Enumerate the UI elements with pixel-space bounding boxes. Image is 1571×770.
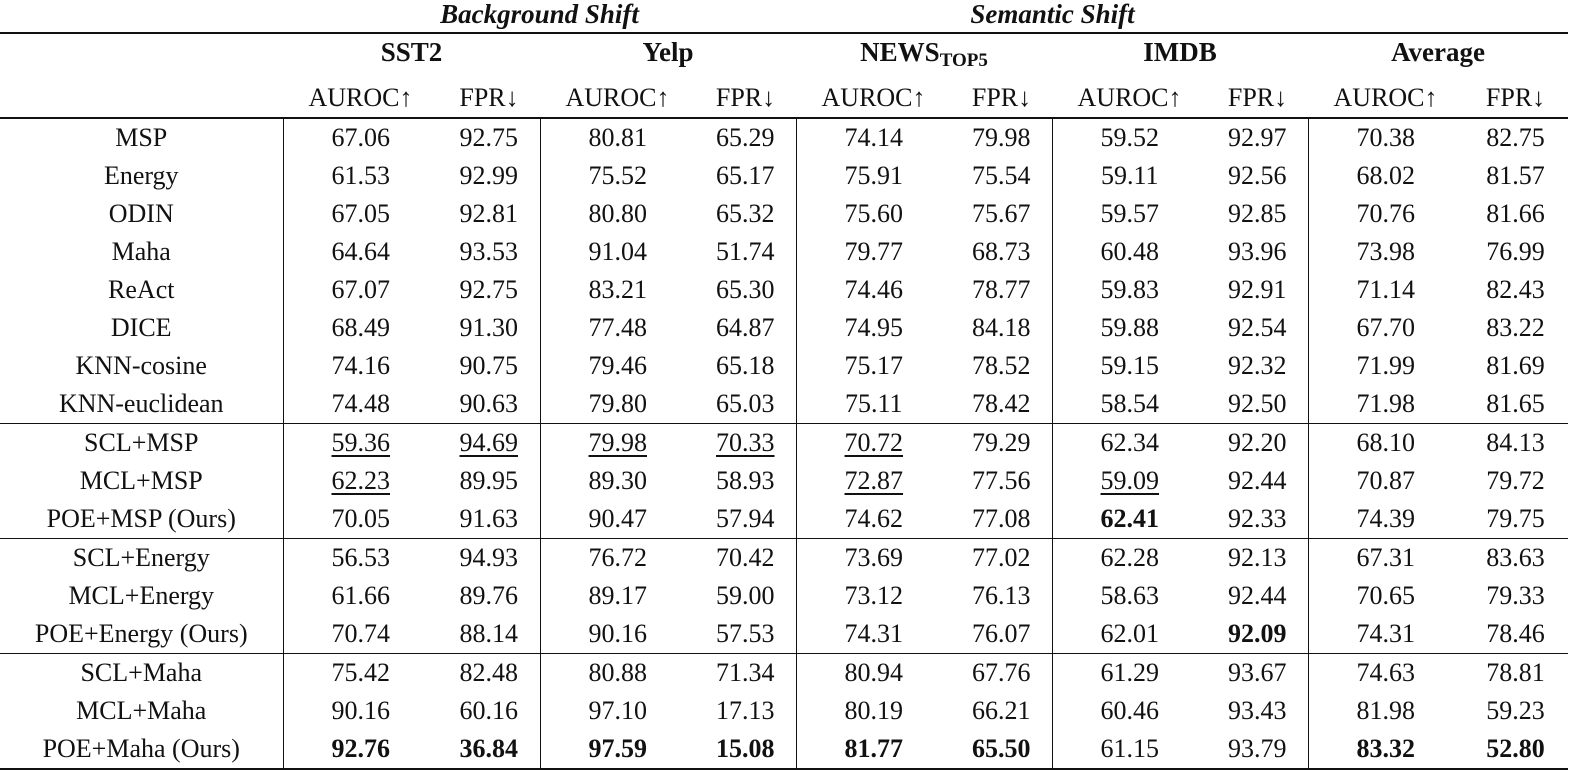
value-cell: 74.95 [796, 309, 951, 347]
value-cell: 91.04 [540, 233, 695, 271]
value-cell: 73.12 [796, 577, 951, 615]
semantic-shift-header: Semantic Shift [970, 0, 1135, 29]
value-cell: 59.83 [1052, 271, 1207, 309]
table-row [0, 615, 1568, 654]
value-cell: 75.17 [796, 347, 951, 385]
value-cell: 62.34 [1052, 424, 1207, 463]
corner-cell [0, 33, 283, 79]
metric-header-auroc: AUROC↑ [821, 83, 926, 112]
value-cell: 92.20 [1207, 424, 1308, 463]
value-cell: 67.05 [283, 195, 438, 233]
value-cell: 68.73 [972, 237, 1031, 266]
value-cell: 81.66 [1486, 199, 1545, 228]
value-cell: 15.08 [695, 730, 796, 769]
value-cell: 70.72 [796, 424, 951, 463]
value-cell: 81.57 [1486, 161, 1545, 190]
dataset-header-yelp: Yelp [540, 33, 796, 79]
value-cell: 82.48 [438, 654, 540, 693]
value-cell: 62.01 [1052, 615, 1207, 654]
value-cell: 62.28 [1052, 539, 1207, 578]
table-row [0, 118, 1568, 157]
value-cell: 77.02 [951, 539, 1052, 578]
method-name: KNN-euclidean [58, 389, 224, 418]
value-cell: 82.43 [1486, 275, 1545, 304]
value-cell: 75.91 [796, 157, 951, 195]
value-cell: 58.54 [1052, 385, 1207, 424]
value-cell: 82.75 [1463, 118, 1568, 157]
dataset-header-news: $NEWS_{TOP5}$ [796, 33, 1052, 79]
value-cell: 93.96 [1228, 237, 1287, 266]
value-cell: 92.85 [1228, 199, 1287, 228]
value-cell: 59.23 [1486, 696, 1545, 725]
value-cell: 68.49 [283, 309, 438, 347]
value-cell: 78.77 [972, 275, 1031, 304]
value-cell: 65.03 [716, 389, 775, 418]
value-cell: 70.65 [1308, 577, 1463, 615]
value-cell: 81.69 [1486, 351, 1545, 380]
value-cell: 66.21 [972, 696, 1031, 725]
value-cell: 65.17 [716, 161, 775, 190]
value-cell: 75.67 [972, 199, 1031, 228]
method-name: SCL+Maha [0, 654, 283, 693]
value-cell: 78.46 [1486, 619, 1545, 648]
value-cell: 61.53 [283, 157, 438, 195]
value-cell: 79.72 [1486, 466, 1545, 495]
value-cell: 59.09 [1052, 462, 1207, 500]
results-table [0, 32, 1568, 770]
table-row [0, 309, 1568, 347]
value-cell: 71.98 [1308, 385, 1463, 424]
background-shift-header: Background Shift [440, 0, 639, 29]
method-name: POE+MSP (Ours) [46, 504, 236, 533]
value-cell: 78.81 [1463, 654, 1568, 693]
method-name: MCL+Energy [68, 581, 215, 610]
value-cell: 84.18 [972, 313, 1031, 342]
value-cell: 92.32 [1228, 351, 1287, 380]
value-cell: 92.76 [283, 730, 438, 769]
value-cell: 59.36 [283, 424, 438, 463]
value-cell: 65.29 [695, 118, 796, 157]
value-cell: 61.66 [283, 577, 438, 615]
value-cell: 74.16 [283, 347, 438, 385]
value-cell: 84.13 [1463, 424, 1568, 463]
value-cell: 59.11 [1052, 157, 1207, 195]
metric-header-fpr: FPR↓ [715, 83, 776, 112]
value-cell: 59.15 [1052, 347, 1207, 385]
value-cell: 91.30 [459, 313, 518, 342]
value-cell: 80.81 [540, 118, 695, 157]
table-row [0, 385, 1568, 424]
table-row [0, 462, 1568, 500]
value-cell: 81.98 [1308, 692, 1463, 730]
value-cell: 92.99 [459, 161, 518, 190]
value-cell: 67.06 [283, 118, 438, 157]
value-cell: 57.53 [716, 619, 775, 648]
value-cell: 92.56 [1228, 161, 1287, 190]
value-cell: 90.75 [459, 351, 518, 380]
method-name: SCL+MSP [0, 424, 283, 463]
value-cell: 70.05 [283, 500, 438, 539]
value-cell: 94.69 [438, 424, 540, 463]
value-cell: 83.32 [1308, 730, 1463, 769]
value-cell: 74.46 [796, 271, 951, 309]
value-cell: 93.67 [1207, 654, 1308, 693]
value-cell: 71.99 [1308, 347, 1463, 385]
value-cell: 92.75 [438, 118, 540, 157]
value-cell: 56.53 [283, 539, 438, 578]
value-cell: 78.52 [972, 351, 1031, 380]
value-cell: 74.31 [1308, 615, 1463, 654]
value-cell: 73.98 [1308, 233, 1463, 271]
value-cell: 75.42 [283, 654, 438, 693]
metric-header-fpr: FPR↓ [1227, 83, 1288, 112]
value-cell: 91.63 [459, 504, 518, 533]
value-cell: 97.10 [540, 692, 695, 730]
value-cell: 59.00 [716, 581, 775, 610]
value-cell: 78.42 [972, 389, 1031, 418]
table-row [0, 654, 1568, 693]
value-cell: 92.50 [1228, 389, 1287, 418]
corner-cell [0, 79, 283, 118]
table-row [0, 347, 1568, 385]
value-cell: 64.64 [283, 233, 438, 271]
value-cell: 90.47 [540, 500, 695, 539]
table-row [0, 692, 1568, 730]
metric-header-fpr: FPR↓ [971, 83, 1032, 112]
table-row [0, 577, 1568, 615]
value-cell: 93.79 [1207, 730, 1308, 769]
table-row [0, 157, 1568, 195]
value-cell: 80.94 [796, 654, 951, 693]
value-cell: 60.46 [1052, 692, 1207, 730]
value-cell: 36.84 [438, 730, 540, 769]
value-cell: 67.76 [951, 654, 1052, 693]
value-cell: 75.11 [796, 385, 951, 424]
value-cell: 83.63 [1463, 539, 1568, 578]
value-cell: 90.63 [459, 389, 518, 418]
value-cell: 92.09 [1228, 619, 1287, 648]
value-cell: 89.17 [540, 577, 695, 615]
method-name: SCL+Energy [0, 539, 283, 578]
table-row [0, 195, 1568, 233]
value-cell: 74.39 [1308, 500, 1463, 539]
method-name: POE+Energy (Ours) [34, 619, 248, 648]
value-cell: 77.48 [540, 309, 695, 347]
value-cell: 64.87 [716, 313, 775, 342]
value-cell: 65.30 [716, 275, 775, 304]
value-cell: 68.10 [1308, 424, 1463, 463]
dataset-header-sst2: SST2 [283, 33, 540, 79]
method-name: DICE [110, 313, 172, 342]
value-cell: 74.48 [283, 385, 438, 424]
method-name: ReAct [108, 275, 175, 304]
value-cell: 92.97 [1207, 118, 1308, 157]
method-name: KNN-cosine [75, 351, 207, 380]
value-cell: 70.33 [695, 424, 796, 463]
value-cell: 80.19 [796, 692, 951, 730]
value-cell: 92.75 [459, 275, 518, 304]
value-cell: 92.54 [1228, 313, 1287, 342]
value-cell: 88.14 [459, 619, 518, 648]
value-cell: 79.46 [540, 347, 695, 385]
value-cell: 62.23 [283, 462, 438, 500]
value-cell: 90.16 [283, 692, 438, 730]
value-cell: 57.94 [716, 504, 775, 533]
value-cell: 60.16 [459, 696, 518, 725]
value-cell: 70.42 [695, 539, 796, 578]
value-cell: 92.13 [1207, 539, 1308, 578]
value-cell: 59.57 [1052, 195, 1207, 233]
value-cell: 83.21 [540, 271, 695, 309]
metric-header-auroc: AUROC↑ [308, 83, 413, 112]
results-body [0, 118, 1568, 769]
value-cell: 77.08 [972, 504, 1031, 533]
value-cell: 73.69 [796, 539, 951, 578]
value-cell: 70.87 [1308, 462, 1463, 500]
method-name: POE+Maha (Ours) [0, 730, 283, 769]
value-cell: 93.43 [1228, 696, 1287, 725]
metric-header-auroc: AUROC↑ [1333, 83, 1438, 112]
value-cell: 79.75 [1486, 504, 1545, 533]
metric-header-fpr: FPR↓ [1485, 83, 1546, 112]
value-cell: 79.98 [951, 118, 1052, 157]
value-cell: 92.33 [1228, 504, 1287, 533]
value-cell: 60.48 [1052, 233, 1207, 271]
value-cell: 79.98 [540, 424, 695, 463]
metric-header-row [0, 79, 1568, 118]
value-cell: 75.54 [972, 161, 1031, 190]
value-cell: 67.31 [1308, 539, 1463, 578]
table-row [0, 233, 1568, 271]
value-cell: 68.02 [1308, 157, 1463, 195]
metric-header-fpr: FPR↓ [459, 83, 519, 112]
value-cell: 81.77 [796, 730, 951, 769]
table-row [0, 539, 1568, 578]
value-cell: 74.63 [1308, 654, 1463, 693]
value-cell: 93.53 [459, 237, 518, 266]
value-cell: 61.15 [1052, 730, 1207, 769]
value-cell: 90.16 [540, 615, 695, 654]
value-cell: 51.74 [716, 237, 775, 266]
value-cell: 70.74 [283, 615, 438, 654]
dataset-header-average: Average [1308, 33, 1568, 79]
value-cell: 92.91 [1228, 275, 1287, 304]
value-cell: 59.88 [1052, 309, 1207, 347]
value-cell: 70.76 [1308, 195, 1463, 233]
value-cell: 80.80 [540, 195, 695, 233]
dataset-header-imdb: IMDB [1052, 33, 1308, 79]
value-cell: 80.88 [540, 654, 695, 693]
method-name: Energy [103, 161, 179, 190]
value-cell: 75.60 [796, 195, 951, 233]
table-row [0, 730, 1568, 769]
method-name: Maha [111, 237, 171, 266]
value-cell: 59.52 [1052, 118, 1207, 157]
value-cell: 81.65 [1486, 389, 1545, 418]
value-cell: 67.07 [283, 271, 438, 309]
metric-header-auroc: AUROC↑ [565, 83, 670, 112]
value-cell: 62.41 [1052, 500, 1207, 539]
table-row [0, 424, 1568, 463]
value-cell: 97.59 [540, 730, 695, 769]
value-cell: 65.18 [716, 351, 775, 380]
value-cell: 89.95 [459, 466, 518, 495]
method-name: MCL+Maha [76, 696, 207, 725]
value-cell: 92.81 [459, 199, 518, 228]
value-cell: 58.93 [716, 466, 775, 495]
value-cell: 77.56 [972, 466, 1031, 495]
value-cell: 76.72 [540, 539, 695, 578]
value-cell: 79.29 [951, 424, 1052, 463]
value-cell: 72.87 [796, 462, 951, 500]
value-cell: 71.34 [695, 654, 796, 693]
method-name: MSP [0, 118, 283, 157]
value-cell: 74.62 [796, 500, 951, 539]
method-name: ODIN [108, 199, 174, 228]
value-cell: 89.30 [540, 462, 695, 500]
value-cell: 76.07 [972, 619, 1031, 648]
value-cell: 70.38 [1308, 118, 1463, 157]
value-cell: 92.44 [1228, 466, 1287, 495]
value-cell: 79.77 [796, 233, 951, 271]
value-cell: 89.76 [459, 581, 518, 610]
value-cell: 52.80 [1463, 730, 1568, 769]
value-cell: 71.14 [1308, 271, 1463, 309]
value-cell: 74.14 [796, 118, 951, 157]
value-cell: 79.80 [540, 385, 695, 424]
value-cell: 61.29 [1052, 654, 1207, 693]
value-cell: 74.31 [796, 615, 951, 654]
dataset-header-row [0, 33, 1568, 79]
method-name: MCL+MSP [79, 466, 203, 495]
table-row [0, 500, 1568, 539]
value-cell: 92.44 [1228, 581, 1287, 610]
value-cell: 94.93 [438, 539, 540, 578]
value-cell: 75.52 [540, 157, 695, 195]
table-row [0, 271, 1568, 309]
value-cell: 83.22 [1486, 313, 1545, 342]
value-cell: 67.70 [1308, 309, 1463, 347]
value-cell: 79.33 [1486, 581, 1545, 610]
value-cell: 17.13 [716, 696, 775, 725]
value-cell: 76.99 [1486, 237, 1545, 266]
value-cell: 58.63 [1052, 577, 1207, 615]
value-cell: 65.50 [951, 730, 1052, 769]
value-cell: 76.13 [972, 581, 1031, 610]
metric-header-auroc: AUROC↑ [1077, 83, 1182, 112]
value-cell: 65.32 [716, 199, 775, 228]
